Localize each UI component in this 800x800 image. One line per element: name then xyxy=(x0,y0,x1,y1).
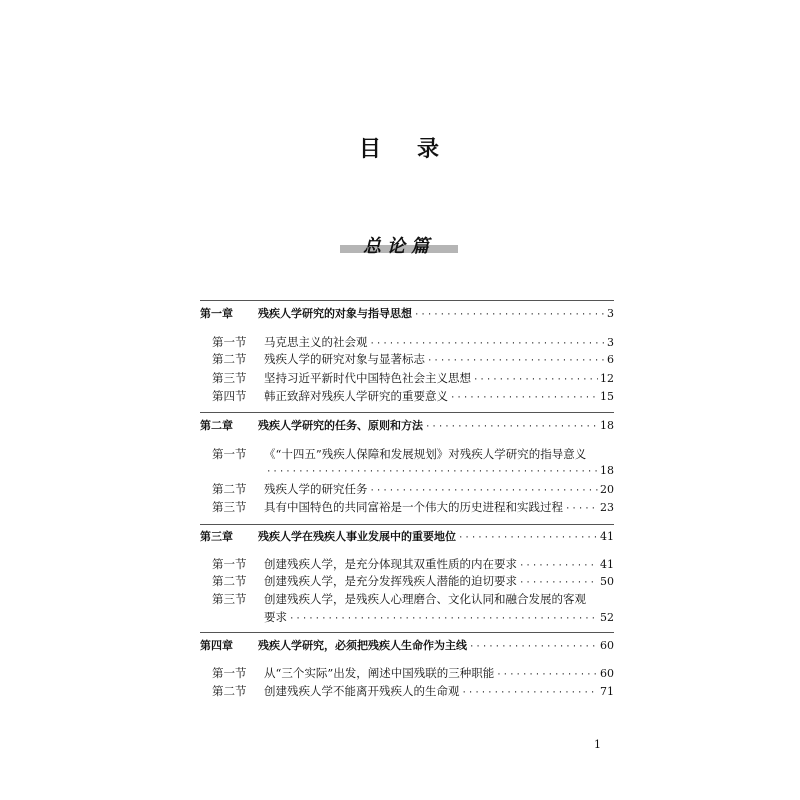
title-char-2: 录 xyxy=(417,136,442,162)
section-number: 第一节 xyxy=(212,666,247,680)
toc-chapter[interactable] xyxy=(200,306,614,323)
section-title: 具有中国特色的共同富裕是一个伟大的历史进程和实践过程 xyxy=(264,500,563,514)
section-number: 第一节 xyxy=(212,447,247,461)
toc-section[interactable] xyxy=(200,388,614,406)
toc-section[interactable] xyxy=(200,683,614,701)
page-ref: 6 xyxy=(607,353,614,366)
page-ref: 52 xyxy=(600,611,614,624)
section-title: 韩正致辞对残疾人学研究的重要意义 xyxy=(264,389,448,403)
page-ref: 41 xyxy=(600,530,614,543)
page-ref: 50 xyxy=(600,575,614,588)
section-heading xyxy=(340,232,458,257)
page-number: 1 xyxy=(594,738,601,751)
page-ref: 60 xyxy=(600,639,614,652)
divider xyxy=(200,524,614,525)
page-ref: 71 xyxy=(600,685,614,698)
section-title: 创建残疾人学，是残疾人心理磨合、文化认同和融合发展的客观 xyxy=(264,592,586,606)
section-number: 第二节 xyxy=(212,574,247,588)
toc-section[interactable] xyxy=(200,351,614,369)
section-title: 残疾人学的研究对象与显著标志 xyxy=(264,352,425,366)
chapter-number: 第二章 xyxy=(200,419,233,432)
toc-section[interactable] xyxy=(200,334,614,352)
chapter-title: 残疾人学研究的任务、原则和方法 xyxy=(258,419,423,432)
page-ref: 12 xyxy=(600,372,614,385)
divider xyxy=(200,632,614,633)
toc-section[interactable] xyxy=(200,591,614,607)
page-ref: 3 xyxy=(607,336,614,349)
section-number: 第一节 xyxy=(212,335,247,349)
toc-section-continued[interactable] xyxy=(200,609,614,627)
section-number: 第二节 xyxy=(212,352,247,366)
toc-section[interactable] xyxy=(200,556,614,574)
section-title: 创建残疾人学不能离开残疾人的生命观 xyxy=(264,684,460,698)
section-title: 创建残疾人学，是充分发挥残疾人潜能的迫切要求 xyxy=(264,574,517,588)
toc-section[interactable] xyxy=(200,499,614,517)
section-number: 第三节 xyxy=(212,500,247,514)
section-title: 坚持习近平新时代中国特色社会主义思想 xyxy=(264,371,471,385)
chapter-number: 第一章 xyxy=(200,307,233,320)
chapter-number: 第四章 xyxy=(200,639,233,652)
section-title: 残疾人学的研究任务 xyxy=(264,482,368,496)
chapter-title: 残疾人学研究的对象与指导思想 xyxy=(258,307,412,320)
page-ref: 23 xyxy=(600,501,614,514)
toc-chapter[interactable] xyxy=(200,529,614,546)
page-ref: 18 xyxy=(600,419,614,432)
page-ref: 41 xyxy=(600,558,614,571)
page-ref: 60 xyxy=(600,667,614,680)
toc-section[interactable] xyxy=(200,446,614,462)
toc-section-continued[interactable] xyxy=(200,463,614,480)
section-number: 第四节 xyxy=(212,389,247,403)
toc-chapter[interactable] xyxy=(200,418,614,435)
toc-chapter[interactable] xyxy=(200,638,614,655)
chapter-title: 残疾人学研究，必须把残疾人生命作为主线 xyxy=(258,639,467,652)
section-number: 第三节 xyxy=(212,371,247,385)
toc-section[interactable] xyxy=(200,665,614,683)
toc-section[interactable] xyxy=(200,573,614,591)
chapter-number: 第三章 xyxy=(200,530,233,543)
section-title-continued: 要求 xyxy=(264,610,287,624)
page-ref: 18 xyxy=(600,464,614,477)
section-heading-text: 总论篇 xyxy=(363,236,435,257)
section-number: 第一节 xyxy=(212,557,247,571)
page-ref: 3 xyxy=(607,307,614,320)
divider xyxy=(200,412,614,413)
toc-section[interactable] xyxy=(200,481,614,499)
section-title: 马克思主义的社会观 xyxy=(264,335,368,349)
page-ref: 20 xyxy=(600,483,614,496)
title-char-1: 目 xyxy=(358,136,383,162)
section-title: 创建残疾人学，是充分体现其双重性质的内在要求 xyxy=(264,557,517,571)
page-ref: 15 xyxy=(600,390,614,403)
section-number: 第三节 xyxy=(212,592,247,606)
section-title: 从“三个实际”出发，阐述中国残联的三种职能 xyxy=(264,666,495,680)
page-title xyxy=(0,132,800,163)
toc-section[interactable] xyxy=(200,370,614,388)
chapter-title: 残疾人学在残疾人事业发展中的重要地位 xyxy=(258,530,456,543)
section-title: 《“十四五”残疾人保障和发展规划》对残疾人学研究的指导意义 xyxy=(264,447,587,461)
section-number: 第二节 xyxy=(212,482,247,496)
section-number: 第二节 xyxy=(212,684,247,698)
divider xyxy=(200,300,614,301)
